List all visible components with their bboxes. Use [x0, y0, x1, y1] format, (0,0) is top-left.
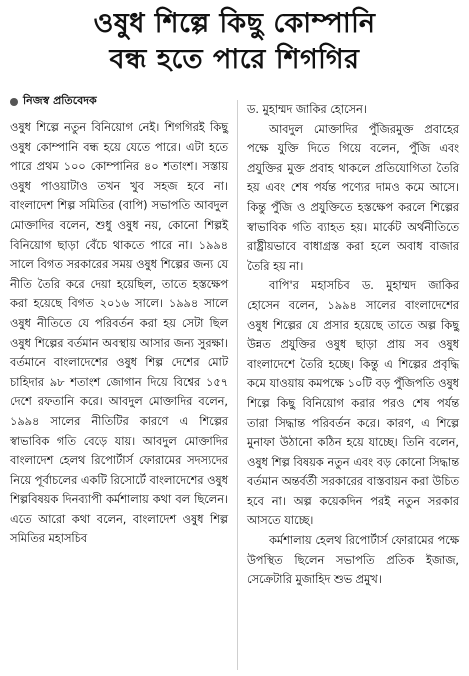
byline-row	[10, 92, 97, 111]
left-paragraph-1: ওষুধ শিল্পে নতুন বিনিয়োগ নেই। শিগগিরই কিছু ওষুধ কোম্পানি বন্ধ হয়ে যেতে পারে। এটা হতে পারে প্রথম ১০০ কোম্পানির ৪০ শতাংশ। সস্তায় ওষুধ পাওয়াটাও তখন খুব সহজ হবে না। বাংলাদেশ শিল্প সমিতির (বাপি) সভাপতি আবদুল মোক্তাদির বলেন, শুধু ওষুধ নয়, কোনো শিল্পই বিনিয়োগ ছাড়া বেঁচে থাকতে পারে না। ১৯৯৪ সালে বিগত সরকারের সময় ওষুধ শিল্পের জন্য যে নীতি তৈরি করে দেয়া হয়েছিল, তাতে হস্তক্ষেপ করা হয়েছে বিগত ২০১৬ সালে। ১৯৯৪ সালে ওষুধ নীতিতে যে পরিবর্তন করা হয় সেটা ছিল ওষুধ শিল্পের বর্তমান অবস্থায় আসার জন্য সুরক্ষা। বর্তমানে বাংলাদেশের ওষুধ শিল্প দেশের মোট চাহিদার ৯৮ শতাংশ জোগান দিয়ে বিশ্বের ১৫৭ দেশে রফতানি করে। আবদুল মোক্তাদির বলেন, ১৯৯৪ সালের নীতিটির কারণে এ শিল্পের স্বাভাবিক গতি বেড়ে যায়। আবদুল মোক্তাদির বাংলাদেশ হেলথ রিপোর্টার্স ফোরামের সদস্যদের নিয়ে পূর্বাচলের একটি রিসোর্টে বাংলাদেশের ওষুধ শিল্পবিষয়ক দিনব্যাপী কর্মশালায় কথা বল ছিলেন। এতে আরো কথা বলেন, বাংলাদেশ ওষুধ শিল্প সমিতির মহাসচিব	[10, 121, 228, 546]
right-paragraph-4: কর্মশালায় হেলথ রিপোর্টার্স ফোরামের পক্ষে উপস্থিত ছিলেন সভাপতি প্রতিক ইজাজ, সেক্রেটারি মুজাহিদ শুভ প্রমুখ।	[247, 534, 459, 587]
headline	[10, 6, 459, 78]
bullet-icon	[10, 98, 18, 106]
left-column	[10, 118, 228, 549]
column-divider	[237, 100, 238, 670]
right-column	[247, 100, 459, 590]
headline-line-1: ওষুধ শিল্পে কিছু কোম্পানি	[93, 8, 376, 39]
byline: নিজস্ব প্রতিবেদক	[23, 94, 97, 107]
right-paragraph-2: আবদুল মোক্তাদির পুঁজিরমুক্ত প্রবাহের পক্ষে যুক্তি দিতে গিয়ে বলেন, পুঁজি এবং প্রযুক্তির মুক্ত প্রবাহ থাকলে প্রতিযোগিতা তৈরি হয় এবং শেষ পর্যন্ত পণ্যের দামও কমে আসে। কিন্তু পুঁজি ও প্রযুক্তিতে হস্তক্ষেপ করলে শিল্পের স্বাভাবিক গতি ব্যাহত হয়। মার্কেট অর্থনীতিতে রাষ্ট্রীয়ভাবে বাধাগ্রস্ত করা হলে অবাধ বাজার তৈরি হয় না।	[247, 122, 459, 273]
headline-line-2: বন্ধ হতে পারে শিগগির	[109, 44, 360, 75]
right-paragraph-3: বাপি'র মহাসচিব ড. মুহাম্মদ জাকির হোসেন বলেন, ১৯৯৪ সালের বাংলাদেশের ওষুধ শিল্পের যে প্রসার হয়েছে তাতে অল্প কিছু উন্নত প্রযুক্তির ওষুধ ছাড়া প্রায় সব ওষুধ বাংলাদেশে তৈরি হচ্ছে। কিন্তু এ শিল্পের প্রবৃদ্ধি কমে যাওয়ায় কমপক্ষে ১০টি বড় পুঁজিপতি ওষুধ শিল্পে কিছু বিনিয়োগ করার পরও শেষ পর্যন্ত তারা সিদ্ধান্ত পরিবর্তন করে। কারণ, এ শিল্পে মুনাফা উঠানো কঠিন হয়ে যাচ্ছে। তিনি বলেন, ওষুধ শিল্প বিষয়ক নতুন এবং বড় কোনো সিদ্ধান্ত বর্তমান অন্তর্বর্তী সরকারের বাস্তবায়ন করা উচিত হবে না। অল্প কয়েকদিন পরই নতুন সরকার আসতে যাচ্ছে।	[247, 279, 459, 528]
right-paragraph-1: ড. মুহাম্মদ জাকির হোসেন।	[247, 103, 367, 116]
